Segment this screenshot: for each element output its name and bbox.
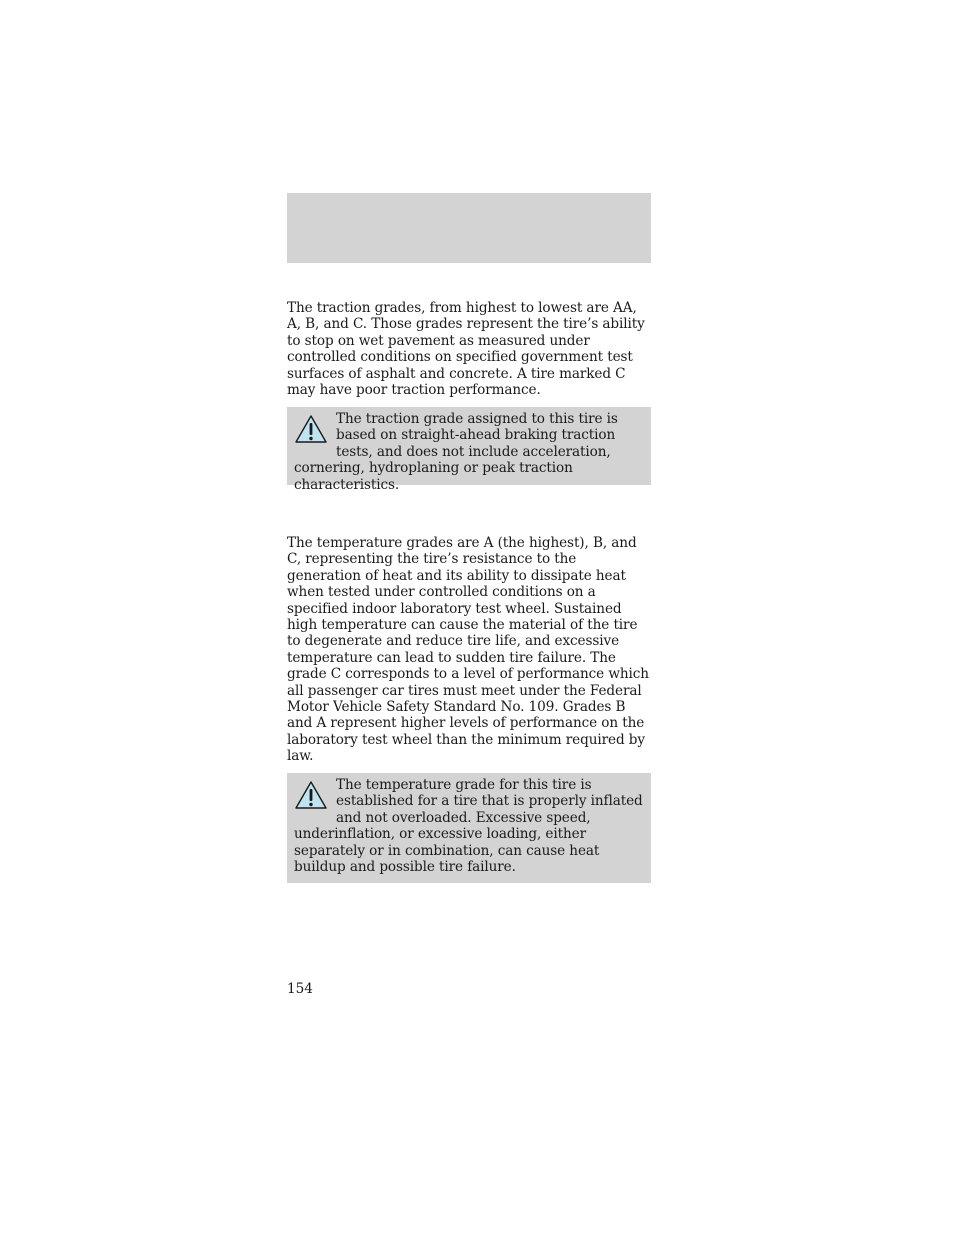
warning-triangle-icon [294, 414, 328, 444]
section-header-band [287, 193, 651, 263]
temperature-warning-box [287, 773, 651, 883]
warning-triangle-icon [294, 780, 328, 810]
traction-warning-box [287, 407, 651, 493]
traction-grades-paragraph: The traction grades, from highest to lowest are AA, A, B, and C. Those grades represent the tire’s ability to stop on wet pavement as measured under controlled conditions on specified government test surfaces of asphalt and concrete. A tire marked C may have poor traction performance. [287, 300, 645, 399]
page-number: 154 [287, 981, 313, 997]
temperature-grades-paragraph: The temperature grades are A (the highest), B, and C, representing the tire’s resistance to the generation of heat and its ability to dissipate heat when tested under controlled conditions on a specified indoor laboratory test wheel. Sustained high temperature can cause the material of the tire to degenerate and reduce tire life, and excessive temperature can lead to sudden tire failure. The grade C corresponds to a level of performance which all passenger car tires must meet under the Federal Motor Vehicle Safety Standard No. 109. Grades B and A represent higher levels of performance on the laboratory test wheel than the minimum required by law. [287, 535, 649, 765]
traction-warning-text: The traction grade assigned to this tire is based on straight-ahead braking traction tests, and does not include acceleration, cornering, hydroplaning or peak traction characteristics. [294, 411, 618, 493]
temperature-warning-text: The temperature grade for this tire is established for a tire that is properly inflated and not overloaded. Excessive speed, underinflation, or excessive loading, either separately or in combination, can cause heat buildup and possible tire failure. [294, 777, 643, 876]
